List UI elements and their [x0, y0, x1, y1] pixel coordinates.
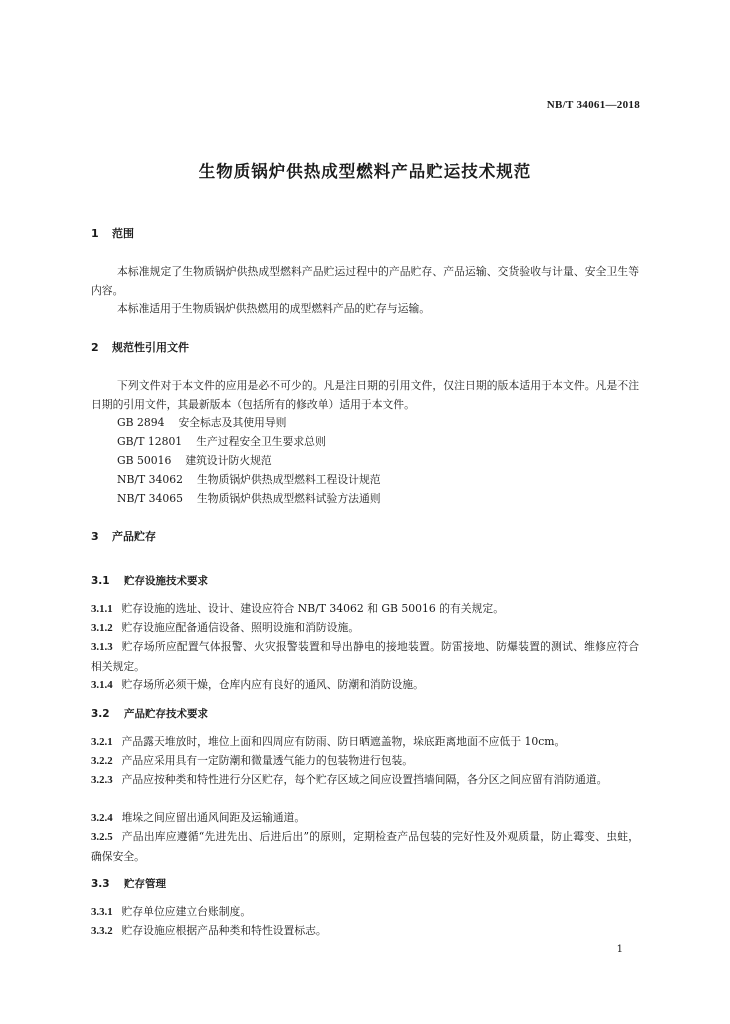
subsection-3-1-heading	[91, 573, 208, 588]
section-title: 规范性引用文件	[112, 341, 189, 354]
clause-number: 3.1.4	[91, 679, 113, 691]
subsection-number: 3.1	[91, 575, 110, 587]
subsection-3-3-heading	[91, 876, 166, 891]
subsection-3-2-heading	[91, 706, 208, 721]
reference-code: GB/T 12801	[117, 435, 183, 448]
reference-title: 建筑设计防火规范	[185, 454, 272, 467]
clause-text: 贮存场所必须干燥，仓库内应有良好的通风、防潮和消防设施。	[121, 678, 424, 691]
clause-text: 产品应按种类和特性进行分区贮存，每个贮存区域之间应设置挡墙间隔，各分区之间应留有消防通道。	[121, 773, 608, 786]
page-number: 1	[616, 944, 623, 955]
clause-text: 贮存单位应建立台账制度。	[121, 905, 252, 918]
reference-item	[117, 453, 272, 468]
reference-item	[117, 415, 286, 430]
reference-title: 生物质锅炉供热成型燃料试验方法通则	[197, 492, 381, 505]
clause-number: 3.2.3	[91, 774, 113, 786]
clause-number: 3.3.2	[91, 925, 113, 937]
subsection-title: 贮存设施技术要求	[124, 575, 208, 587]
section-1-heading	[91, 225, 134, 241]
clause-number: 3.3.1	[91, 906, 113, 918]
reference-title: 生产过程安全卫生要求总则	[196, 435, 326, 448]
section-2-heading	[91, 339, 189, 355]
clause-number: 3.2.4	[91, 812, 113, 824]
section-number: 2	[91, 341, 99, 354]
clause-number: 3.1.2	[91, 622, 113, 634]
clause-text: 产品露天堆放时，堆位上面和四周应有防雨、防日晒遮盖物，垛底距离地面不应低于 10cm。	[121, 735, 566, 748]
section-number: 3	[91, 530, 99, 543]
standard-code: NB/T 34061—2018	[546, 99, 640, 111]
section-number: 1	[91, 227, 99, 240]
reference-item	[117, 472, 381, 487]
subsection-title: 产品贮存技术要求	[124, 708, 208, 720]
clause-3-1-4	[91, 675, 639, 695]
clause-number: 3.2.1	[91, 736, 113, 748]
subsection-title: 贮存管理	[124, 878, 166, 890]
clause-3-2-2	[91, 751, 639, 771]
references-intro: 下列文件对于本文件的应用是必不可少的。凡是注日期的引用文件，仅注日期的版本适用于本文件。凡是不注日期的引用文件，其最新版本（包括所有的修改单）适用于本文件。	[91, 379, 639, 411]
scope-paragraph-1: 本标准规定了生物质锅炉供热成型燃料产品贮运过程中的产品贮存、产品运输、交货验收与计量、安全卫生等内容。	[91, 265, 639, 297]
reference-code: NB/T 34065	[117, 492, 183, 505]
clause-text: 贮存设施的选址、设计、建设应符合 NB/T 34062 和 GB 50016 的有关规定。	[121, 602, 504, 615]
clause-3-1-1	[91, 599, 639, 619]
clause-3-2-4	[91, 808, 639, 828]
subsection-number: 3.3	[91, 878, 110, 890]
clause-number: 3.2.2	[91, 755, 113, 767]
reference-code: GB 2894	[117, 416, 165, 429]
reference-item	[117, 491, 381, 506]
clause-3-3-1	[91, 902, 639, 922]
clause-3-2-3	[91, 770, 639, 790]
document-title: 生物质锅炉供热成型燃料产品贮运技术规范	[198, 162, 532, 181]
reference-code: GB 50016	[117, 454, 172, 467]
clause-number: 3.2.5	[91, 831, 113, 843]
clause-text: 堆垛之间应留出通风间距及运输通道。	[121, 811, 306, 824]
subsection-number: 3.2	[91, 708, 110, 720]
reference-item	[117, 434, 326, 449]
clause-number: 3.1.3	[91, 641, 113, 653]
section-3-heading	[91, 528, 156, 544]
clause-3-3-2	[91, 921, 639, 941]
clause-text: 贮存设施应根据产品种类和特性设置标志。	[121, 924, 327, 937]
clause-3-2-5	[91, 827, 639, 866]
reference-title: 生物质锅炉供热成型燃料工程设计规范	[197, 473, 381, 486]
reference-title: 安全标志及其使用导则	[178, 416, 287, 429]
clause-text: 产品应采用具有一定防潮和微量透气能力的包装物进行包装。	[121, 754, 414, 767]
reference-code: NB/T 34062	[117, 473, 183, 486]
clause-3-2-1	[91, 732, 639, 752]
clause-text: 贮存设施应配备通信设备、照明设施和消防设施。	[121, 621, 360, 634]
section-title: 产品贮存	[112, 530, 156, 543]
scope-paragraph-2: 本标准适用于生物质锅炉供热燃用的成型燃料产品的贮存与运输。	[117, 302, 431, 315]
clause-3-1-2	[91, 618, 639, 638]
clause-number: 3.1.1	[91, 603, 113, 615]
clause-text: 产品出库应遵循“先进先出、后进后出”的原则，定期检查产品包装的完好性及外观质量，防止霉变、虫蛀，确保安全。	[91, 830, 639, 863]
section-title: 范围	[112, 227, 134, 240]
clause-text: 贮存场所应配置气体报警、火灾报警装置和导出静电的接地装置。防雷接地、防爆装置的测试、维修应符合相关规定。	[91, 640, 639, 673]
clause-3-1-3	[91, 637, 639, 676]
